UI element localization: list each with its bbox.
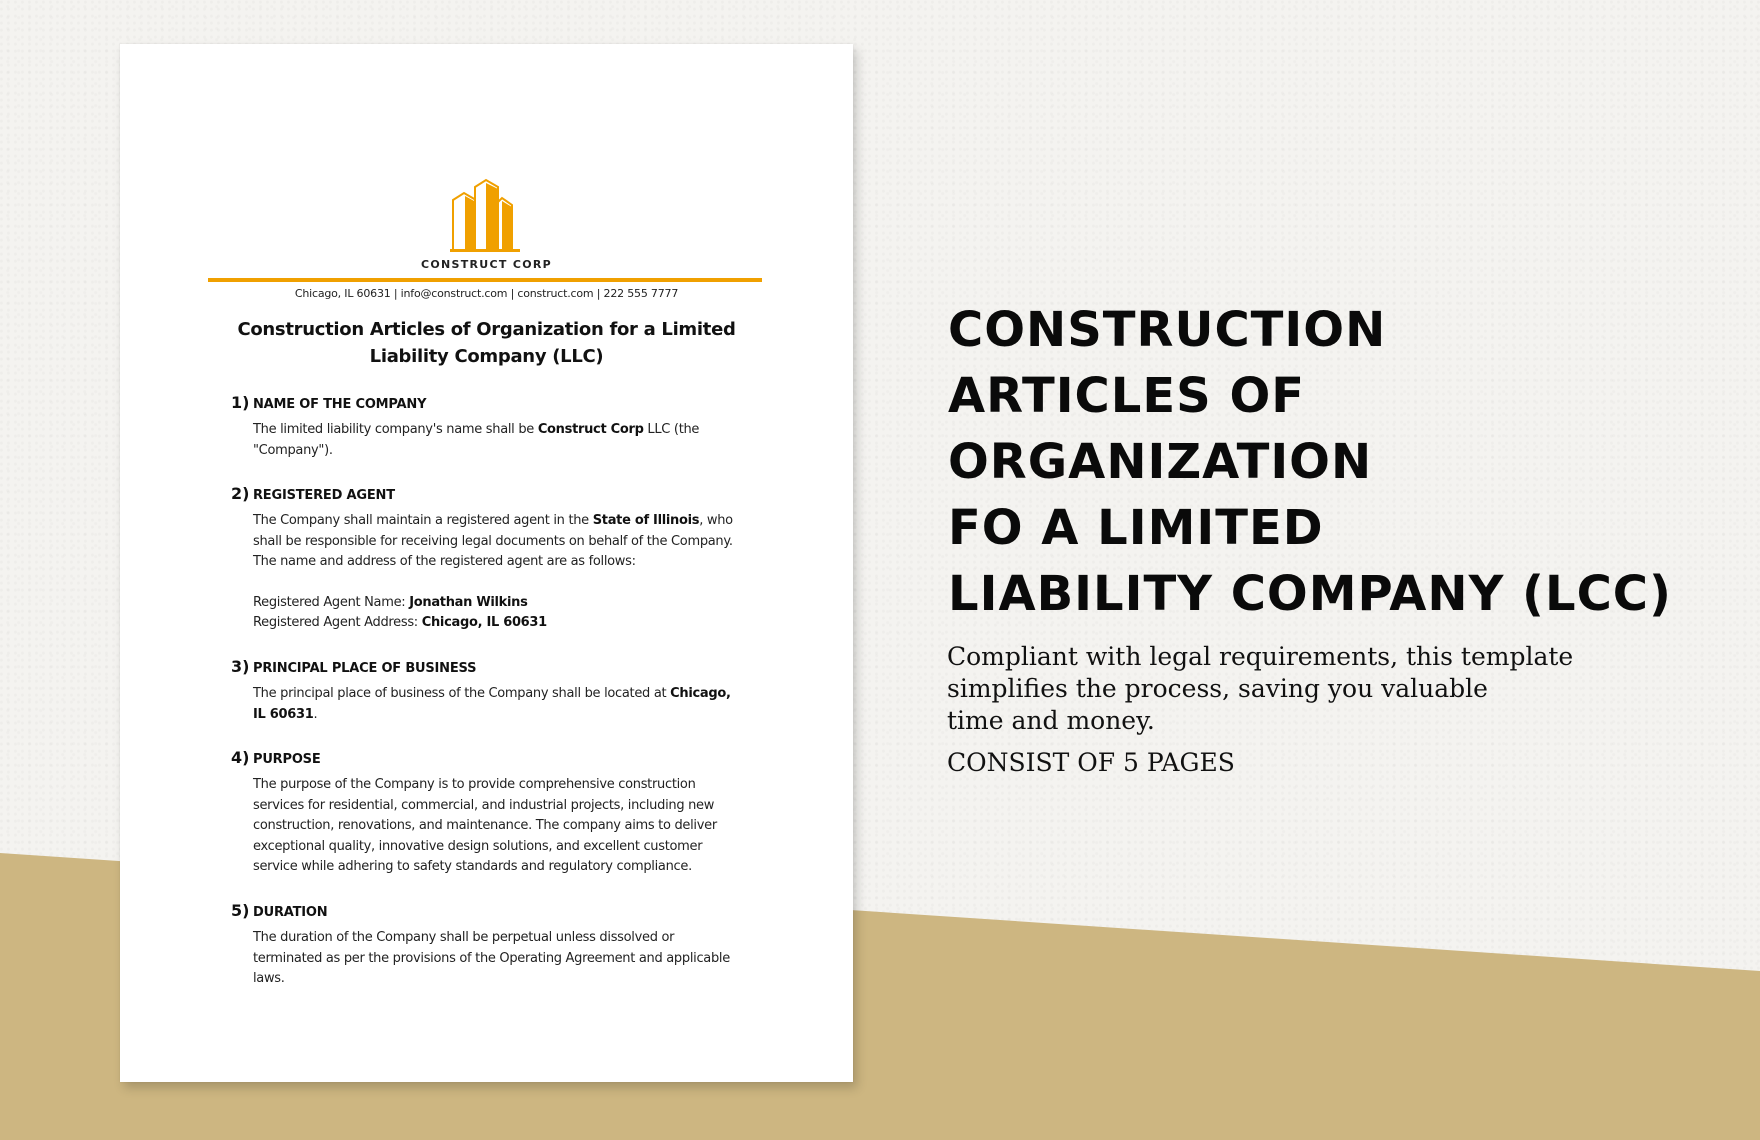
- document-title: [180, 316, 793, 370]
- body-text: , who: [699, 513, 733, 528]
- company-name-bold: Construct Corp: [537, 422, 644, 437]
- section-heading: PURPOSE: [253, 752, 321, 767]
- promo-description-line: simplifies the process, saving you valuable: [947, 674, 1488, 703]
- section-body: [253, 928, 771, 990]
- promo-title-line: FO A LIMITED: [948, 500, 1324, 556]
- state-bold: State of Illinois: [592, 513, 700, 528]
- section-heading: PRINCIPAL PLACE OF BUSINESS: [253, 661, 477, 676]
- section-body: [253, 420, 771, 461]
- body-text: .: [313, 706, 318, 722]
- section-principal-place: [231, 657, 771, 725]
- section-name-of-company: [231, 393, 771, 461]
- section-number: 5): [231, 901, 250, 920]
- page-count-note: CONSIST OF 5 PAGES: [947, 748, 1235, 777]
- body-text: construction, renovations, and maintenance. The company aims to deliver: [253, 818, 717, 833]
- section-duration: [231, 901, 771, 990]
- section-number: 2): [231, 484, 250, 503]
- section-heading: NAME OF THE COMPANY: [253, 397, 427, 412]
- body-text: LLC (the: [643, 422, 700, 437]
- body-text: terminated as per the provisions of the Operating Agreement and applicable: [253, 950, 730, 966]
- zip-bold: IL 60631: [253, 706, 314, 722]
- body-text: The principal place of business of the Company shall be located at: [253, 686, 671, 701]
- promo-title: [948, 297, 1728, 627]
- header-divider: [208, 278, 762, 282]
- promo-title-line: ORGANIZATION: [948, 434, 1373, 490]
- body-text: services for residential, commercial, and industrial projects, including new: [253, 797, 715, 813]
- body-text: The purpose of the Company is to provide comprehensive construction: [253, 777, 696, 792]
- body-text: The limited liability company's name shall be: [253, 422, 538, 437]
- section-number: 4): [231, 748, 250, 767]
- section-number: 3): [231, 657, 250, 676]
- section-body: [253, 684, 771, 725]
- agent-address-value: Chicago, IL 60631: [421, 615, 547, 630]
- section-heading: DURATION: [253, 905, 328, 920]
- body-text: service while adhering to safety standards and regulatory compliance.: [253, 859, 692, 874]
- body-text: "Company").: [253, 442, 333, 458]
- section-body: [253, 775, 771, 878]
- section-number: 1): [231, 393, 250, 412]
- document-preview-page: [120, 44, 853, 1082]
- section-heading: REGISTERED AGENT: [253, 488, 395, 503]
- city-bold: Chicago,: [670, 686, 731, 701]
- document-title-line: Construction Articles of Organization for a Limited: [237, 319, 736, 340]
- promo-title-line: LIABILITY COMPANY (LCC): [948, 566, 1672, 622]
- section-registered-agent: [231, 484, 771, 634]
- buildings-icon: [450, 174, 520, 256]
- document-title-line: Liability Company (LLC): [369, 346, 604, 367]
- body-text: The name and address of the registered agent are as follows:: [253, 554, 636, 569]
- body-text: The duration of the Company shall be perpetual unless dissolved or: [253, 930, 675, 945]
- promo-description: [947, 641, 1627, 737]
- promo-title-line: ARTICLES OF: [948, 368, 1306, 424]
- company-name: CONSTRUCT CORP: [420, 258, 553, 271]
- agent-name-label: Registered Agent Name:: [253, 594, 410, 610]
- body-text: The Company shall maintain a registered agent in the: [253, 513, 593, 528]
- agent-address-label: Registered Agent Address:: [253, 615, 422, 630]
- contact-line: Chicago, IL 60631 | info@construct.com | construct.com | 222 555 7777: [294, 287, 679, 300]
- section-body: [253, 511, 771, 634]
- body-text: shall be responsible for receiving legal documents on behalf of the Company.: [253, 533, 733, 549]
- promo-description-line: time and money.: [947, 706, 1155, 735]
- body-text: laws.: [253, 971, 285, 986]
- body-text: exceptional quality, innovative design solutions, and excellent customer: [253, 838, 703, 854]
- agent-name-value: Jonathan Wilkins: [409, 594, 528, 610]
- promo-description-line: Compliant with legal requirements, this template: [947, 642, 1574, 671]
- section-purpose: [231, 748, 771, 878]
- promo-title-line: CONSTRUCTION: [948, 302, 1387, 358]
